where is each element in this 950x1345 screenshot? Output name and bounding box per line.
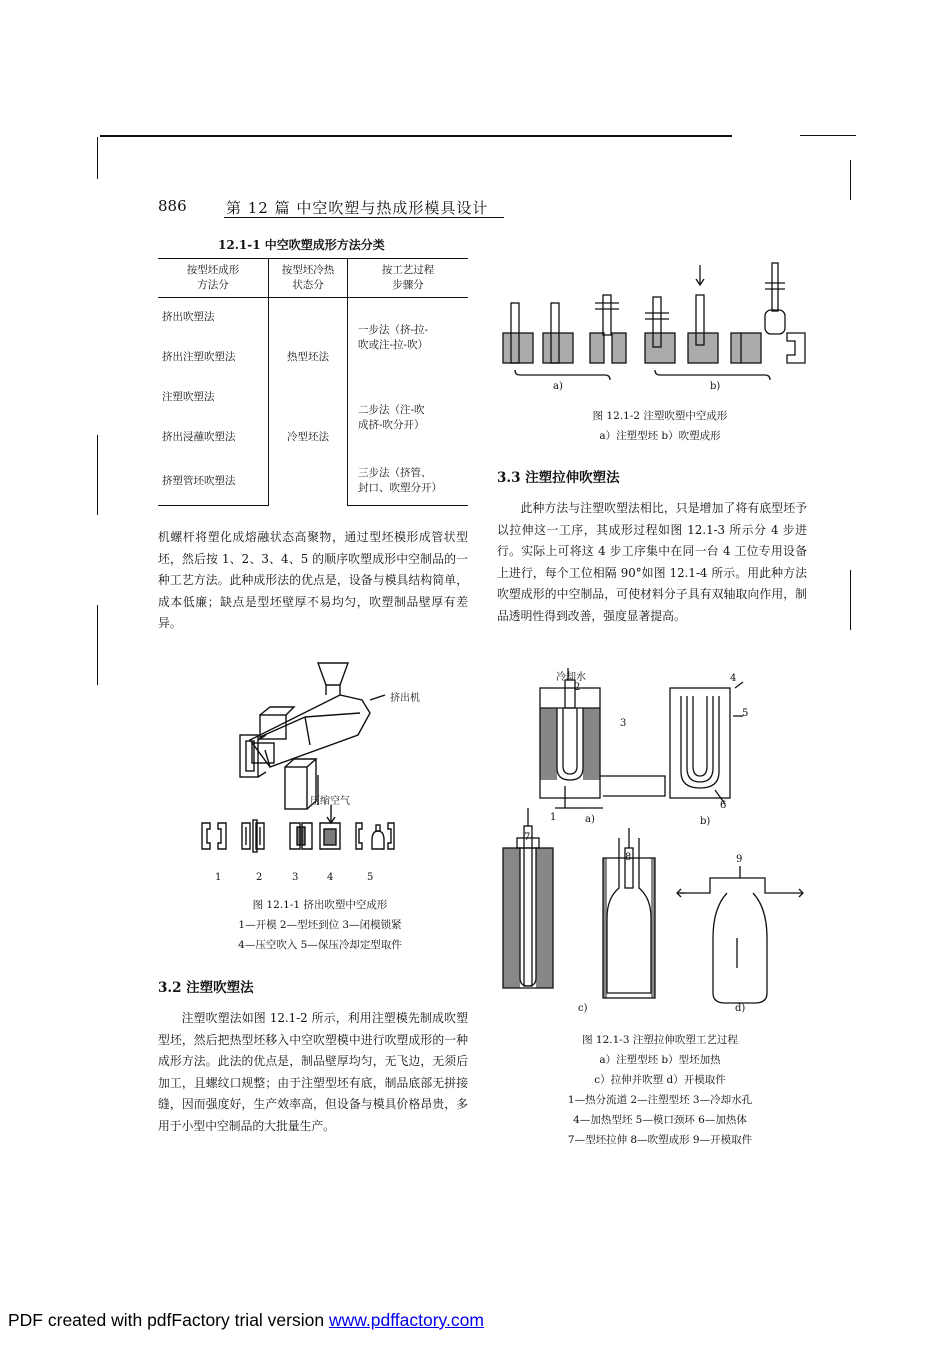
fig2-label-b: b): [710, 381, 721, 392]
fig3-caption-line: 7—型坯拉伸 8—吹塑成形 9—开模取件: [567, 1134, 753, 1146]
fig1-label-extruder: 挤出机: [390, 693, 420, 704]
table-cell: 二步法（注-吹 成挤-吹分开）: [348, 378, 469, 458]
fig1-caption-line: 4—压空吹入 5—保压冷却定型取件: [238, 939, 402, 951]
pdf-footer: [8, 1310, 484, 1331]
fig3-sub-label: c): [578, 1003, 588, 1014]
fig2-caption-sub: a）注塑型坯 b）吹塑成形: [599, 430, 721, 442]
footer-link[interactable]: www.pdffactory.com: [328, 1310, 484, 1330]
chapter-title: 第 12 篇 中空吹塑与热成形模具设计: [226, 199, 489, 217]
left-margin-line: [97, 435, 98, 515]
table-header: 按型坯冷热 状态分: [269, 259, 348, 298]
fig3-caption-title: 图 12.1-3 注塑拉伸吹塑工艺过程: [582, 1034, 738, 1046]
fig3-number: 3: [620, 718, 627, 729]
fig1-number: 1: [215, 872, 222, 883]
stretch-blow-paragraph: 此种方法与注塑吹塑法相比，只是增加了将有底型坯予以拉伸这一工序，其成形过程如图 12.1-3 所示分 4 步进行。实际上可将这 4 步工序集中在同一台 4 工位专用设备上进行，每个工位相隔 90°如图 12.1-4 所示。用此种方法吹塑成形的中空制品，可使材料分子具有双轴取向作用，制品透明性得到改善，强度显著提高。: [497, 501, 807, 623]
fig3-caption-line: 1—热分流道 2—注塑型坯 3—冷却水孔: [567, 1094, 753, 1106]
fig2-caption-title: 图 12.1-2 注塑吹塑中空成形: [592, 410, 728, 422]
section-3-3-heading: 3.3 注塑拉伸吹塑法: [497, 470, 620, 486]
table-cell: 热型坯法: [269, 298, 348, 418]
fig1-label-air: 压缩空气: [310, 796, 350, 807]
fig3-sub-label: a): [585, 814, 595, 825]
left-margin-line: [97, 605, 98, 685]
fig3-caption-line: 4—加热型坯 5—模口颈环 6—加热体: [573, 1114, 747, 1126]
table-header: 按工艺过程 步骤分: [348, 259, 469, 298]
fig1-number: 4: [327, 872, 334, 883]
fig1-caption-line: 1—开模 2—型坯到位 3—闭模锁紧: [238, 919, 402, 931]
table-cell: 挤出吹塑法: [162, 311, 215, 324]
table-cell: 挤出注塑吹塑法: [162, 351, 236, 363]
fig1-number: 3: [292, 872, 299, 883]
top-rule: [100, 135, 732, 137]
fig3-sub-label: d): [735, 1003, 746, 1014]
table-cell: 三步法（挤管、 封口、吹塑分开）: [348, 458, 469, 506]
injection-blow-paragraph: 注塑吹塑法如图 12.1-2 所示，利用注塑模先制成吹塑型坯，然后把热型坯移入中空吹塑模中进行吹塑成形的一种成形方法。此法的优点是，制品壁厚均匀，无飞边，无须后加工，且螺纹口规整；由于注塑型坯有底，制品底部无拼接缝，因而强度好，生产效率高，但设备与模具价格昂贵，多用于小型中空制品的大批量生产。: [158, 1011, 468, 1133]
right-margin-line: [850, 160, 851, 200]
fig3-number: 9: [736, 854, 743, 865]
extrusion-paragraph: 机螺杆将塑化成熔融状态高聚物，通过型坯模形成管状型坯，然后按 1、2、3、4、5 的顺序吹塑成形中空制品的一种工艺方法。此种成形法的优点是，设备与模具结构简单，成本低廉；缺点是型坯壁厚不易均匀，吹塑制品壁厚有差异。: [158, 530, 468, 630]
fig1-number: 2: [256, 872, 263, 883]
footer-text: PDF created with pdfFactory trial version: [8, 1310, 329, 1330]
table-cell: 一步法（挤-拉- 吹或注-拉-吹）: [348, 298, 469, 378]
fig3-sub-label: b): [700, 816, 711, 827]
fig1-number: 5: [367, 872, 374, 883]
fig3-label-water: 冷却水: [556, 672, 586, 683]
right-margin-line: [850, 570, 851, 630]
fig3-number: 7: [524, 832, 531, 843]
top-rule-right: [800, 135, 856, 136]
fig1-caption-title: 图 12.1-1 挤出吹塑中空成形: [252, 899, 388, 911]
fig3-number: 8: [625, 852, 632, 863]
classification-table: [158, 258, 468, 506]
fig3-number: 6: [720, 800, 727, 811]
page-number: 886: [158, 197, 187, 215]
fig-injection-blow-molding: [495, 255, 815, 395]
fig3-number: 1: [550, 812, 557, 823]
table-cell: 挤出浸蘸吹塑法: [162, 431, 236, 443]
table-cell: 冷型坯法: [269, 418, 348, 506]
fig-stretch-blow-process: [495, 668, 820, 1018]
header-underline: [224, 217, 504, 218]
table-title: 12.1-1 中空吹塑成形方法分类: [218, 238, 385, 252]
table-cell: 注塑吹塑法: [162, 391, 215, 403]
section-3-2-heading: 3.2 注塑吹塑法: [158, 980, 254, 996]
fig3-number: 5: [742, 708, 749, 719]
fig2-label-a: a): [553, 381, 563, 392]
fig3-caption-line: a）注塑型坯 b）型坯加热: [599, 1054, 721, 1066]
table-cell: 挤塑管坯吹塑法: [158, 458, 269, 506]
fig3-number: 2: [574, 682, 581, 693]
table-header: 按型坯成形 方法分: [158, 259, 269, 298]
fig3-number: 4: [730, 673, 737, 684]
fig3-caption-line: c）拉伸并吹塑 d）开模取件: [594, 1074, 726, 1086]
left-margin-line: [97, 137, 98, 179]
